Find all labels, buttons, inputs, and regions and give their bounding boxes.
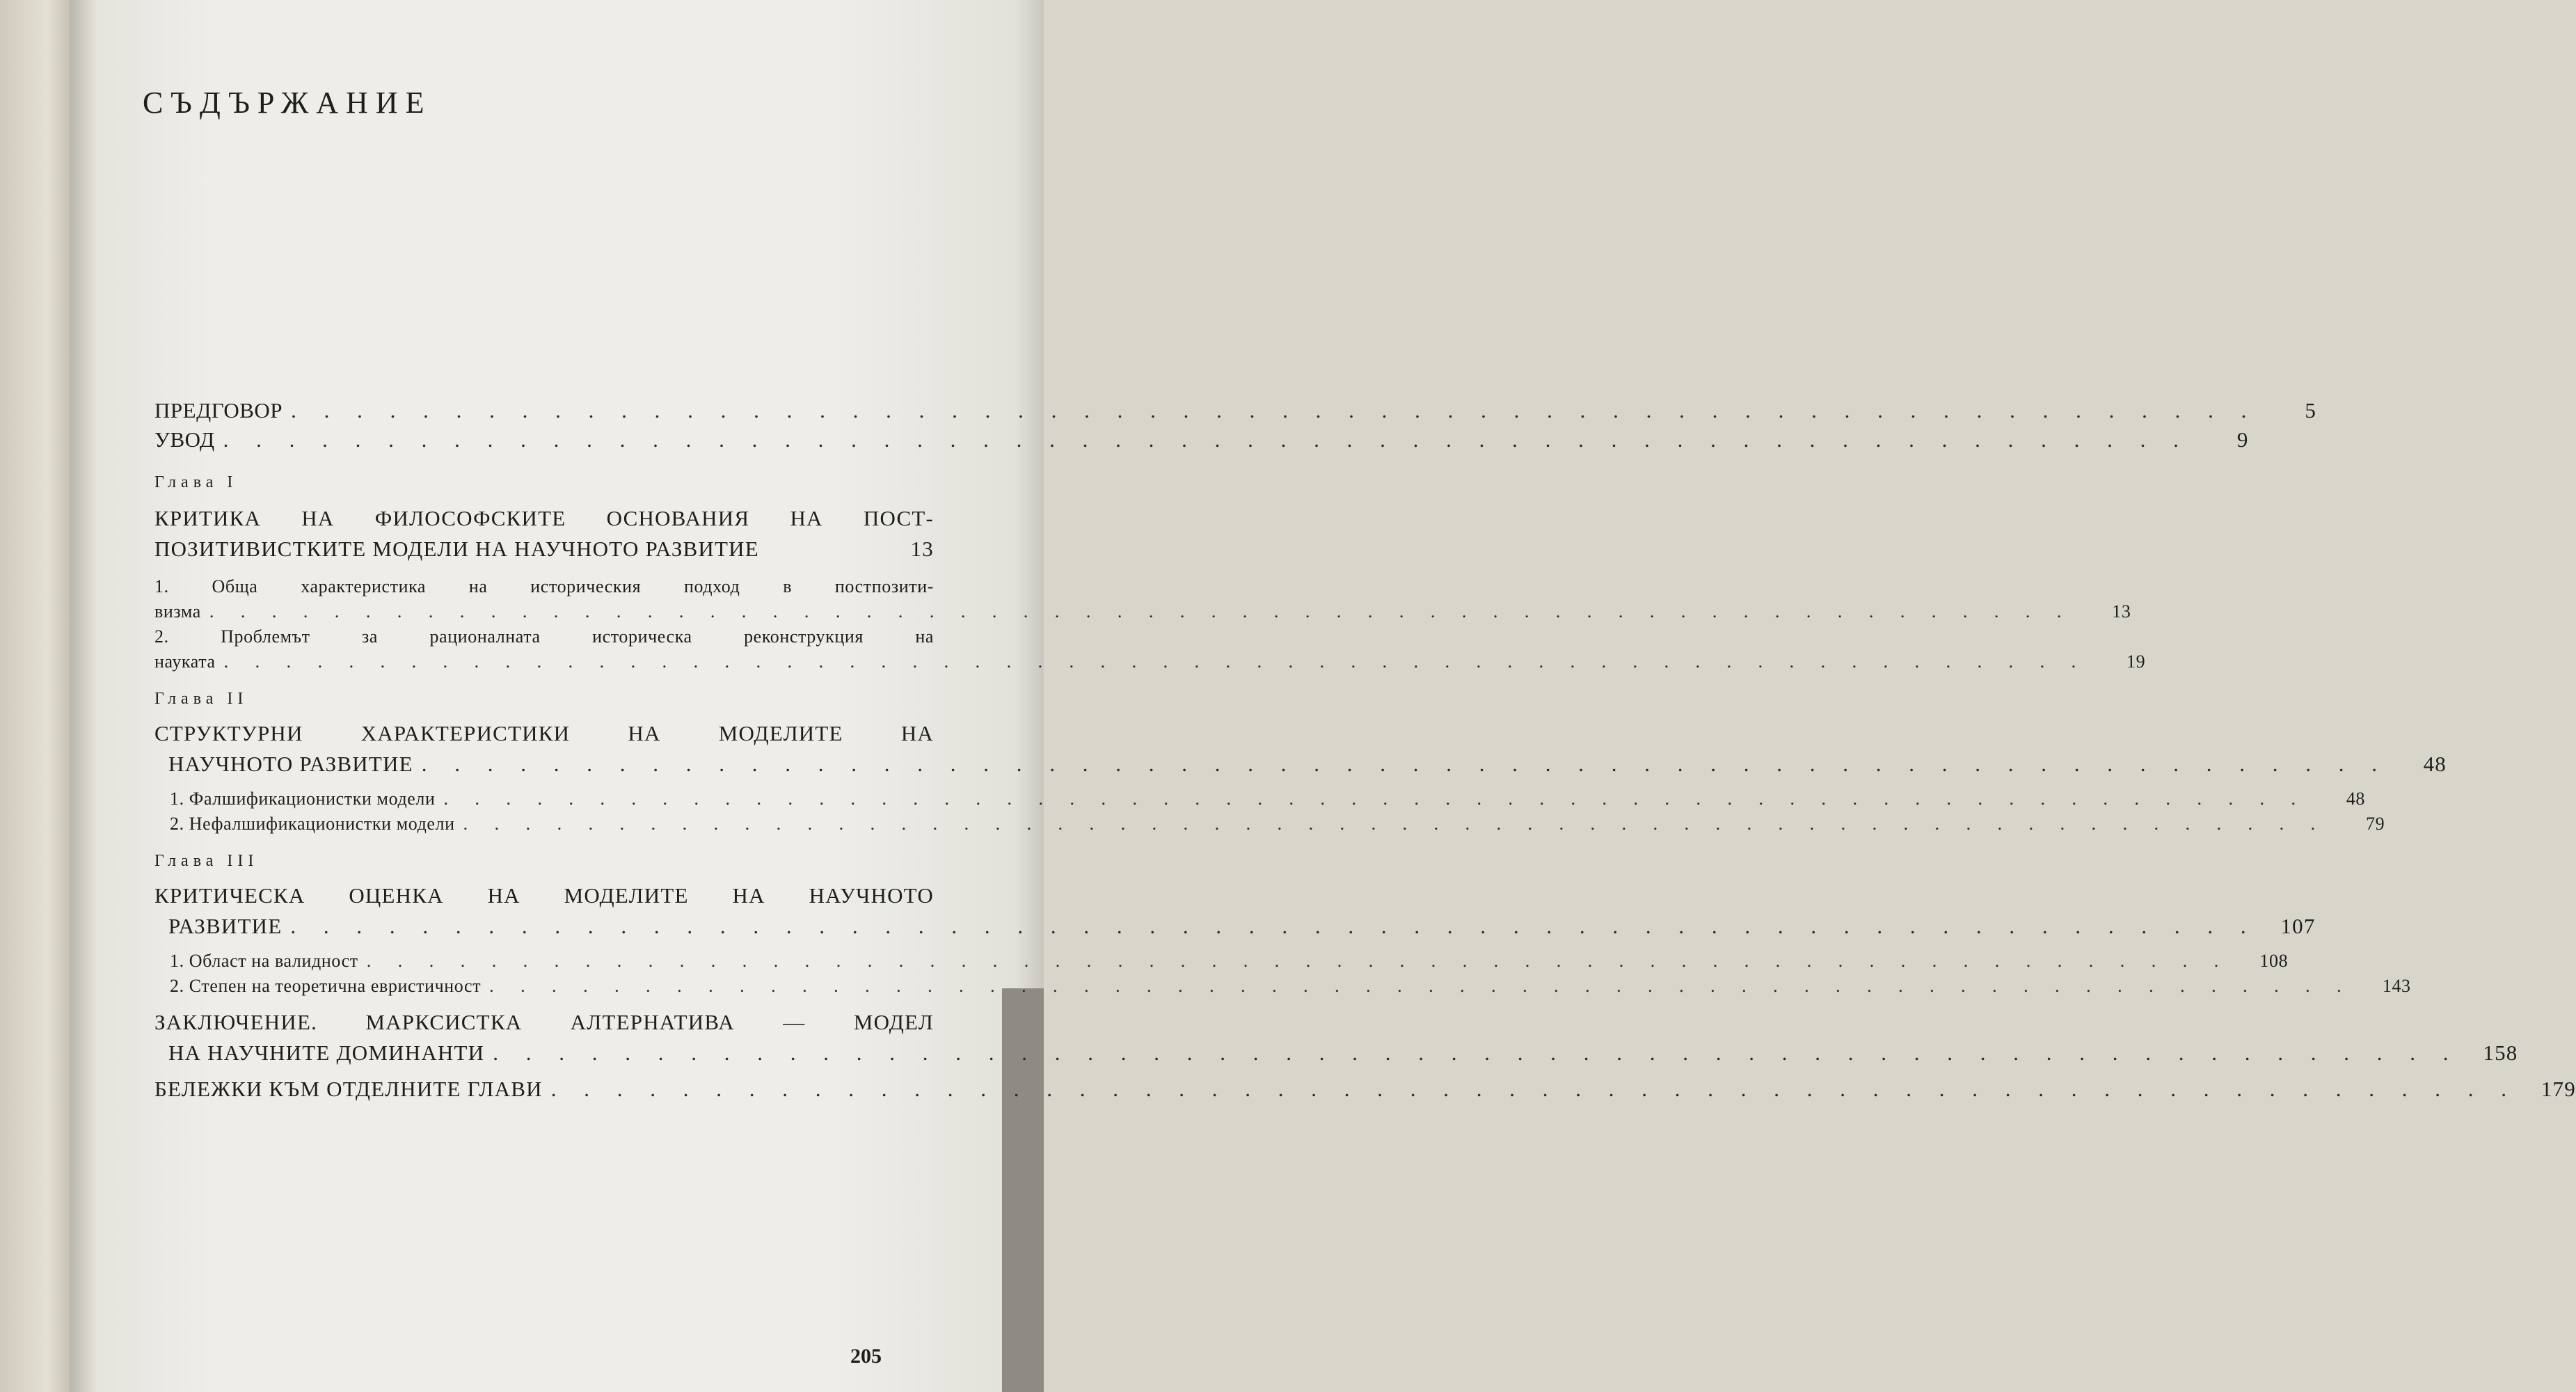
chapter-label: Глава III — [154, 852, 259, 870]
toc-entry-notes — [154, 1074, 2576, 1105]
table-of-contents — [154, 398, 2576, 1105]
dot-leader: . . . . . . . . . . . . . . . . . . . . . . . . . . . . . . . . . . . . . . . . . . . . . . . . . . . . . . . . . . . . — [489, 976, 2353, 996]
section-line: науката — [154, 651, 216, 672]
toc-section-entry — [154, 949, 2289, 974]
section-line: 2. Степен на теоретична евристичност — [170, 976, 482, 996]
conclusion-line: ЗАКЛЮЧЕНИЕ. МАРКСИСТКА АЛТЕРНАТИВА — МОДЕЛ — [154, 1010, 934, 1034]
toc-page-number: 5 — [2305, 398, 2316, 422]
chapter-label: Глава I — [154, 473, 238, 491]
toc-section-entry — [154, 786, 2366, 812]
toc-entry-label: ПРЕДГОВОР — [154, 398, 283, 422]
toc-section-entry — [154, 812, 2385, 837]
toc-section-entry — [154, 974, 2411, 999]
dot-leader: . . . . . . . . . . . . . . . . . . . . . . . . . . . . . . . . . . . . . . . . . . . . . . . . . . . . . . . . . . . . — [366, 951, 2230, 971]
dot-leader: . . . . . . . . . . . . . . . . . . . . . . . . . . . . . . . . . . . . . . . . . . . . . . . . . . . . . . . . . . . . — [463, 814, 2327, 834]
section-line: 1. Фалшификационистки модели — [170, 789, 436, 809]
section-line: 1. Област на валидност — [170, 951, 358, 971]
chapter-title-line: РАЗВИТИЕ — [168, 914, 283, 938]
toc-entry-label: БЕЛЕЖКИ КЪМ ОТДЕЛНИТЕ ГЛАВИ — [154, 1077, 543, 1101]
page-number-footer: 205 — [850, 1345, 882, 1368]
dot-leader: . . . . . . . . . . . . . . . . . . . . . . . . . . . . . . . . . . . . . . . . . . . . . . . . . . . . . . . . . . . . — [291, 398, 2258, 422]
dot-leader: . . . . . . . . . . . . . . . . . . . . . . . . . . . . . . . . . . . . . . . . . . . . . . . . . . . . . . . . . . . . — [443, 789, 2307, 809]
page-title: СЪДЪРЖАНИЕ — [143, 86, 432, 120]
dot-leader: . . . . . . . . . . . . . . . . . . . . . . . . . . . . . . . . . . . . . . . . . . . . . . . . . . . . . . . . . . . . — [209, 601, 2073, 622]
toc-page-number: 179 — [2541, 1077, 2576, 1101]
toc-page-number: 158 — [2483, 1041, 2518, 1065]
toc-page-number: 13 — [910, 537, 934, 561]
toc-section-entry — [154, 649, 2146, 674]
toc-section-entry — [154, 599, 2131, 624]
chapter-title-line: КРИТИЧЕСКА ОЦЕНКА НА МОДЕЛИТЕ НА НАУЧНОТО — [154, 883, 934, 908]
toc-entry-conclusion — [154, 1038, 2518, 1068]
section-line: 2. Проблемът за рационалната историческа реконструкция на — [154, 626, 934, 647]
toc-page-number: 48 — [2423, 752, 2447, 776]
toc-page-number: 79 — [2365, 814, 2385, 834]
dot-leader: . . . . . . . . . . . . . . . . . . . . . . . . . . . . . . . . . . . . . . . . . . . . . . . . . . . . . . . . . . . . — [223, 427, 2190, 452]
chapter-title-line: КРИТИКА НА ФИЛОСОФСКИТЕ ОСНОВАНИЯ НА ПОСТ- — [154, 506, 934, 530]
toc-page-number: 143 — [2382, 976, 2411, 996]
toc-page-number: 108 — [2259, 951, 2289, 971]
section-line: 2. Нефалшификационистки модели — [170, 814, 455, 834]
toc-page-number: 19 — [2126, 651, 2146, 672]
dot-leader: . . . . . . . . . . . . . . . . . . . . . . . . . . . . . . . . . . . . . . . . . . . . . . . . . . . . . . . . . . . . — [550, 1077, 2518, 1101]
dot-leader: . . . . . . . . . . . . . . . . . . . . . . . . . . . . . . . . . . . . . . . . . . . . . . . . . . . . . . . . . . . . — [223, 651, 2088, 672]
toc-page-number: 13 — [2112, 601, 2131, 622]
chapter-title-row — [154, 749, 2447, 780]
chapter-title-row — [154, 534, 934, 564]
toc-page-number: 107 — [2280, 914, 2316, 938]
toc-page-number: 9 — [2236, 427, 2248, 452]
toc-entry-intro — [154, 427, 2248, 452]
chapter-label: Глава II — [154, 690, 248, 708]
dot-leader: . . . . . . . . . . . . . . . . . . . . . . . . . . . . . . . . . . . . . . . . . . . . . . . . . . . . . . . . . . . . — [290, 914, 2257, 938]
conclusion-line: НА НАУЧНИТЕ ДОМИНАНТИ — [168, 1041, 485, 1065]
dot-leader: . . . . . . . . . . . . . . . . . . . . . . . . . . . . . . . . . . . . . . . . . . . . . . . . . . . . . . . . . . . . — [421, 752, 2388, 776]
toc-page-number: 48 — [2346, 789, 2366, 809]
dot-leader: . . . . . . . . . . . . . . . . . . . . . . . . . . . . . . . . . . . . . . . . . . . . . . . . . . . . . . . . . . . . — [493, 1041, 2460, 1065]
adjacent-page-edge — [0, 0, 77, 1392]
section-line: 1. Обща характеристика на историческия подход в постпозити- — [154, 576, 934, 596]
toc-entry-label: УВОД — [154, 427, 215, 452]
section-line: визма — [154, 601, 201, 622]
chapter-title-line: НАУЧНОТО РАЗВИТИЕ — [168, 752, 413, 776]
chapter-title-line: СТРУКТУРНИ ХАРАКТЕРИСТИКИ НА МОДЕЛИТЕ НА — [154, 721, 934, 745]
chapter-title-line: ПОЗИТИВИСТКИТЕ МОДЕЛИ НА НАУЧНОТО РАЗВИТИЕ — [154, 537, 759, 561]
toc-entry-preface — [154, 398, 2316, 423]
chapter-title-row — [154, 911, 2316, 942]
